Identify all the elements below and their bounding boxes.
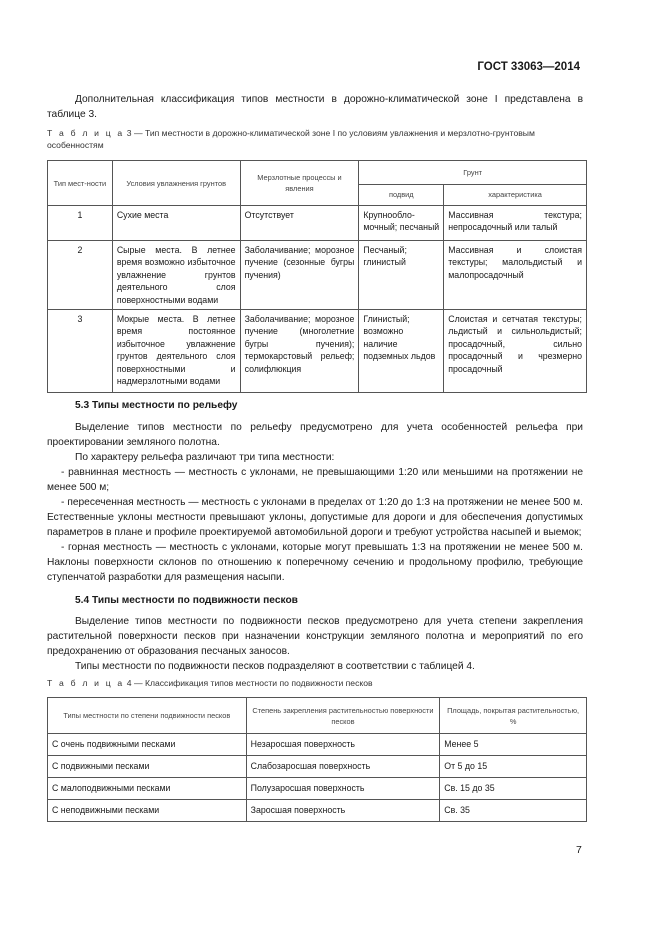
table3-cell-num: 2 — [48, 241, 113, 310]
table-row — [48, 800, 587, 822]
table3-cell-characteristic: Массивная и слоистая текстуры; малольдистый и малопросадочный — [444, 241, 587, 310]
list-item: - пересеченная местность — местность с уклонами в пределах от 1:20 до 1:3 на протяжении не менее 500 м. Естественные уклоны местности превышают уклоны, допустимые для дороги и для обеспечения допустимых параметров в плане и профиле проектируемой автомобильной дороги и требуют устройства насыпей и выемок; — [47, 497, 583, 538]
table3-caption — [47, 127, 587, 151]
table3-cell-permafrost: Заболачивание; морозное пучение (многолетние бугры пучения); термокарстовый рельеф; солифлюкция — [240, 310, 359, 393]
table4-header-degree: Степень закрепления растительностью поверхности песков — [246, 698, 440, 734]
table4-cell-type: С подвижными песками — [48, 756, 247, 778]
table3-cell-permafrost: Отсутствует — [240, 206, 359, 241]
section-5-3-body — [47, 420, 583, 585]
table3-caption-number: 3 — [126, 128, 132, 138]
section-5-3-paragraph: Выделение типов местности по рельефу предусмотрено для учета особенностей рельефа при проектировании земляного полотна. — [47, 422, 583, 448]
table4-cell-area: От 5 до 15 — [440, 756, 587, 778]
table3-header-subtype: подвид — [359, 184, 444, 205]
table-row — [48, 241, 587, 310]
table4-cell-area: Менее 5 — [440, 734, 587, 756]
table-row — [48, 206, 587, 241]
table-row — [48, 310, 587, 393]
table4-cell-area: Св. 35 — [440, 800, 587, 822]
table3-cell-permafrost: Заболачивание; морозное пучение (сезонные бугры пучения) — [240, 241, 359, 310]
table4-caption-number: 4 — [126, 678, 132, 688]
table3-cell-moisture: Сухие места — [112, 206, 240, 241]
table3-header-type: Тип мест-ности — [48, 161, 113, 206]
table4-cell-type: С малоподвижными песками — [48, 778, 247, 800]
list-item: - горная местность — местность с уклонами, которые могут превышать 1:3 на протяжении не менее 500 м. Наклоны поверхности склонов по отношению к поперечному сечению и продольному профилю, требующие ступенчатой разработки для размещения насыпи. — [47, 542, 583, 583]
table3-cell-moisture: Сырые места. В летнее время возможно избыточное увлажнение грунтов деятельного слоя поверхностными водами — [112, 241, 240, 310]
table4-caption-label: Т а б л и ц а — [47, 678, 125, 688]
document-code: ГОСТ 33063—2014 — [477, 61, 580, 73]
section-5-4-paragraph: Выделение типов местности по подвижности песков предусмотрено для учета степени закрепления растительной поверхности песков при назначении конструкции земляного полотна и мероприятий по его предохранению от образования песчаных заносов. — [47, 616, 583, 657]
section-5-4-paragraph: Типы местности по подвижности песков подразделяют в соответствии с таблицей 4. — [75, 661, 475, 672]
table-row — [48, 734, 587, 756]
table3-caption-label: Т а б л и ц а — [47, 128, 125, 138]
table4-header-type: Типы местности по степени подвижности песков — [48, 698, 247, 734]
table3-header-soil: Грунт — [359, 161, 587, 185]
table3 — [47, 160, 587, 393]
table4-cell-degree: Слабозаросшая поверхность — [246, 756, 440, 778]
table4-cell-type: С неподвижными песками — [48, 800, 247, 822]
page-number: 7 — [576, 844, 582, 856]
table4-cell-type: С очень подвижными песками — [48, 734, 247, 756]
intro-paragraph: Дополнительная классификация типов местности в дорожно-климатической зоне I представлена в таблице 3. — [47, 94, 583, 120]
table3-header-moisture: Условия увлажнения грунтов — [112, 161, 240, 206]
list-item: - равнинная местность — местность с уклонами, не превышающими 1:20 или меньшими на протяжении не менее 500 м; — [47, 467, 583, 493]
table-row — [48, 778, 587, 800]
table3-cell-subtype: Глинистый; возможно наличие подземных льдов — [359, 310, 444, 393]
table3-cell-num: 1 — [48, 206, 113, 241]
table4-cell-degree: Полузаросшая поверхность — [246, 778, 440, 800]
section-5-3-paragraph: По характеру рельефа различают три типа местности: — [75, 452, 335, 463]
table3-header-permafrost: Мерзлотные процессы и явления — [240, 161, 359, 206]
table3-cell-characteristic: Массивная текстура; непросадочный или талый — [444, 206, 587, 241]
section-5-3-title: 5.3 Типы местности по рельефу — [75, 400, 238, 411]
section-5-4-title: 5.4 Типы местности по подвижности песков — [75, 595, 298, 606]
table3-caption-text: — Тип местности в дорожно-климатической зоне I по условиям увлажнения и мерзлотно-грунтовым особенностям — [47, 128, 535, 150]
table3-cell-moisture: Мокрые места. В летнее время постоянное избыточное увлажнение грунтов деятельного слоя поверхностными и надмерзлотными водами — [112, 310, 240, 393]
table4-cell-degree: Заросшая поверхность — [246, 800, 440, 822]
table-row — [48, 756, 587, 778]
table4-header-area: Площадь, покрытая растительностью, % — [440, 698, 587, 734]
table4 — [47, 697, 587, 822]
table3-header-characteristic: характеристика — [444, 184, 587, 205]
table4-cell-degree: Незаросшая поверхность — [246, 734, 440, 756]
table3-cell-subtype: Крупнообло-мочный; песчаный — [359, 206, 444, 241]
table3-cell-characteristic: Слоистая и сетчатая текстуры; льдистый и сильнольдистый; просадочный, сильно просадочный и чрезмерно просадочный — [444, 310, 587, 393]
table4-caption-text: — Классификация типов местности по подвижности песков — [133, 678, 373, 688]
table3-cell-subtype: Песчаный; глинистый — [359, 241, 444, 310]
table4-cell-area: Св. 15 до 35 — [440, 778, 587, 800]
table4-caption — [47, 677, 587, 689]
section-5-4-body — [47, 614, 583, 674]
table3-cell-num: 3 — [48, 310, 113, 393]
